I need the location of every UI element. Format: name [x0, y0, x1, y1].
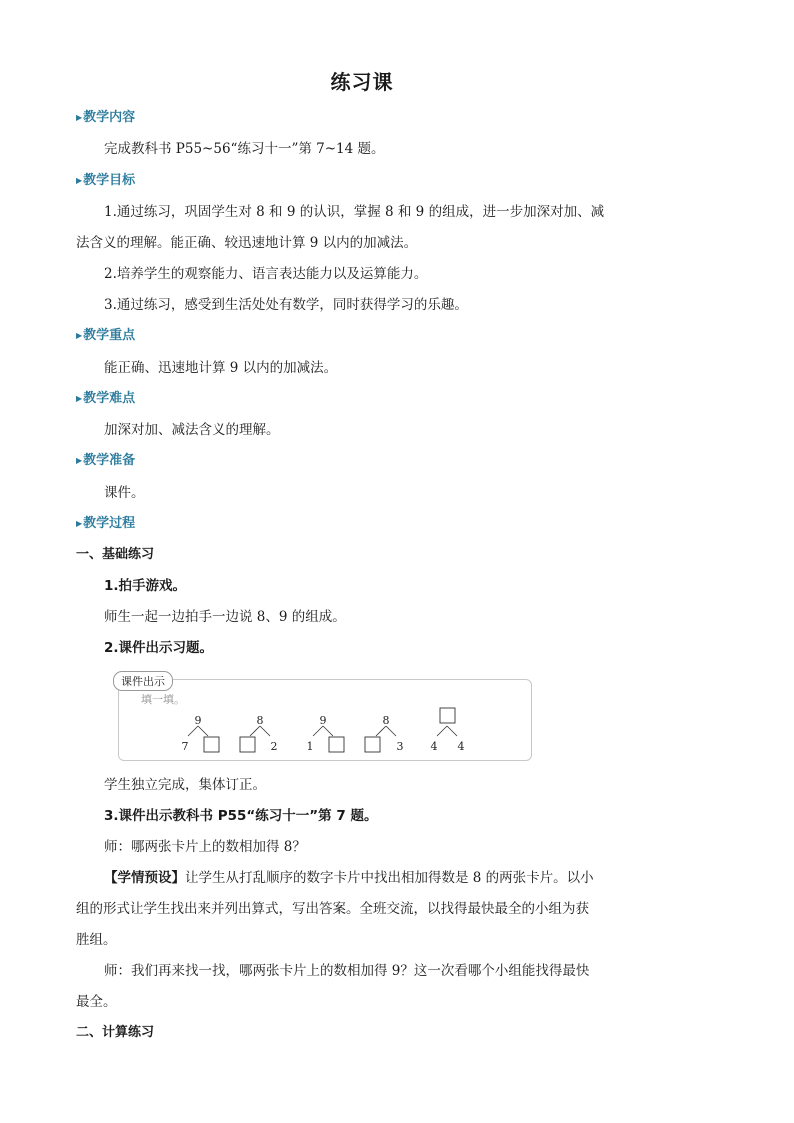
number-bond-diagram: [119, 680, 531, 760]
item1-text: 师生一起一边拍手一边说 8、9 的组成。: [104, 609, 346, 625]
bond-top: 9: [319, 714, 327, 727]
bond-right: 2: [270, 740, 278, 753]
teacher-question-2-line2: 最全。: [76, 994, 117, 1010]
triangle-bullet-icon: ▶: [76, 113, 83, 122]
answer-box: [204, 737, 219, 752]
number-bond-2: [240, 714, 278, 753]
section-heading-process: ▶教学过程: [76, 516, 136, 531]
item3-title: 3.课件出示教科书 P55“练习十一”第 7 题。: [104, 808, 378, 824]
number-bond-5: [431, 708, 465, 753]
number-bond-4: [365, 714, 404, 753]
goal-1-line2: 法含义的理解。能正确、较迅速地计算 9 以内的加减法。: [76, 235, 418, 251]
teacher-question-1: 师：哪两张卡片上的数相加得 8？: [104, 839, 306, 855]
bond-left: 7: [181, 740, 189, 753]
triangle-bullet-icon: ▶: [76, 519, 83, 528]
section-heading-difficulty: ▶教学难点: [76, 391, 136, 406]
bond-top: 9: [194, 714, 202, 727]
triangle-bullet-icon: ▶: [76, 331, 83, 340]
bond-left: 1: [306, 740, 314, 753]
bond-top: 8: [382, 714, 390, 727]
number-bond-3: [307, 714, 345, 753]
difficulty-text: 加深对加、减法含义的理解。: [104, 422, 280, 438]
preset-line1: 【学情预设】让学生从打乱顺序的数字卡片中找出相加得数是 8 的两张卡片。以小: [104, 870, 594, 886]
prep-text: 课件。: [104, 485, 145, 501]
section-heading-content: ▶教学内容: [76, 110, 136, 125]
preset-label: 【学情预设】: [104, 870, 185, 886]
bond-right: 4: [457, 740, 465, 753]
card-instruction: 填一填。: [141, 693, 185, 706]
section-heading-goals: ▶教学目标: [76, 173, 136, 188]
goal-1-line1: 1.通过练习，巩固学生对 8 和 9 的认识，掌握 8 和 9 的组成，进一步加深对加、减: [104, 204, 605, 220]
bond-top: 8: [256, 714, 264, 727]
part2-heading: 二、计算练习: [76, 1025, 155, 1040]
bond-left: 4: [430, 740, 438, 753]
goal-3: 3.通过练习，感受到生活处处有数学，同时获得学习的乐趣。: [104, 297, 468, 313]
key-text: 能正确、迅速地计算 9 以内的加减法。: [104, 360, 338, 376]
answer-box: [329, 737, 344, 752]
answer-box: [240, 737, 255, 752]
teacher-question-2-line1: 师：我们再来找一找，哪两张卡片上的数相加得 9？这一次看哪个小组能找得最快: [104, 963, 590, 979]
item1-title: 1.拍手游戏。: [104, 578, 187, 594]
item2-after: 学生独立完成，集体订正。: [104, 777, 266, 793]
triangle-bullet-icon: ▶: [76, 394, 83, 403]
number-bond-1: [182, 714, 220, 753]
page-title: 练习课: [330, 70, 394, 94]
courseware-card: [118, 675, 532, 761]
card-label: 课件出示: [113, 671, 173, 691]
answer-box: [365, 737, 380, 752]
goal-2: 2.培养学生的观察能力、语言表达能力以及运算能力。: [104, 266, 428, 282]
triangle-bullet-icon: ▶: [76, 176, 83, 185]
part1-heading: 一、基础练习: [76, 547, 155, 562]
answer-box: [440, 708, 455, 723]
bond-right: 3: [396, 740, 404, 753]
preset-line2: 组的形式让学生找出来并列出算式，写出答案。全班交流，以找得最快最全的小组为获: [76, 901, 589, 917]
preset-line3: 胜组。: [76, 932, 117, 948]
section-heading-prep: ▶教学准备: [76, 453, 136, 468]
triangle-bullet-icon: ▶: [76, 456, 83, 465]
content-text: 完成教科书 P55~56“练习十一”第 7~14 题。: [104, 141, 385, 157]
item2-title: 2.课件出示习题。: [104, 640, 214, 656]
section-heading-key: ▶教学重点: [76, 328, 136, 343]
